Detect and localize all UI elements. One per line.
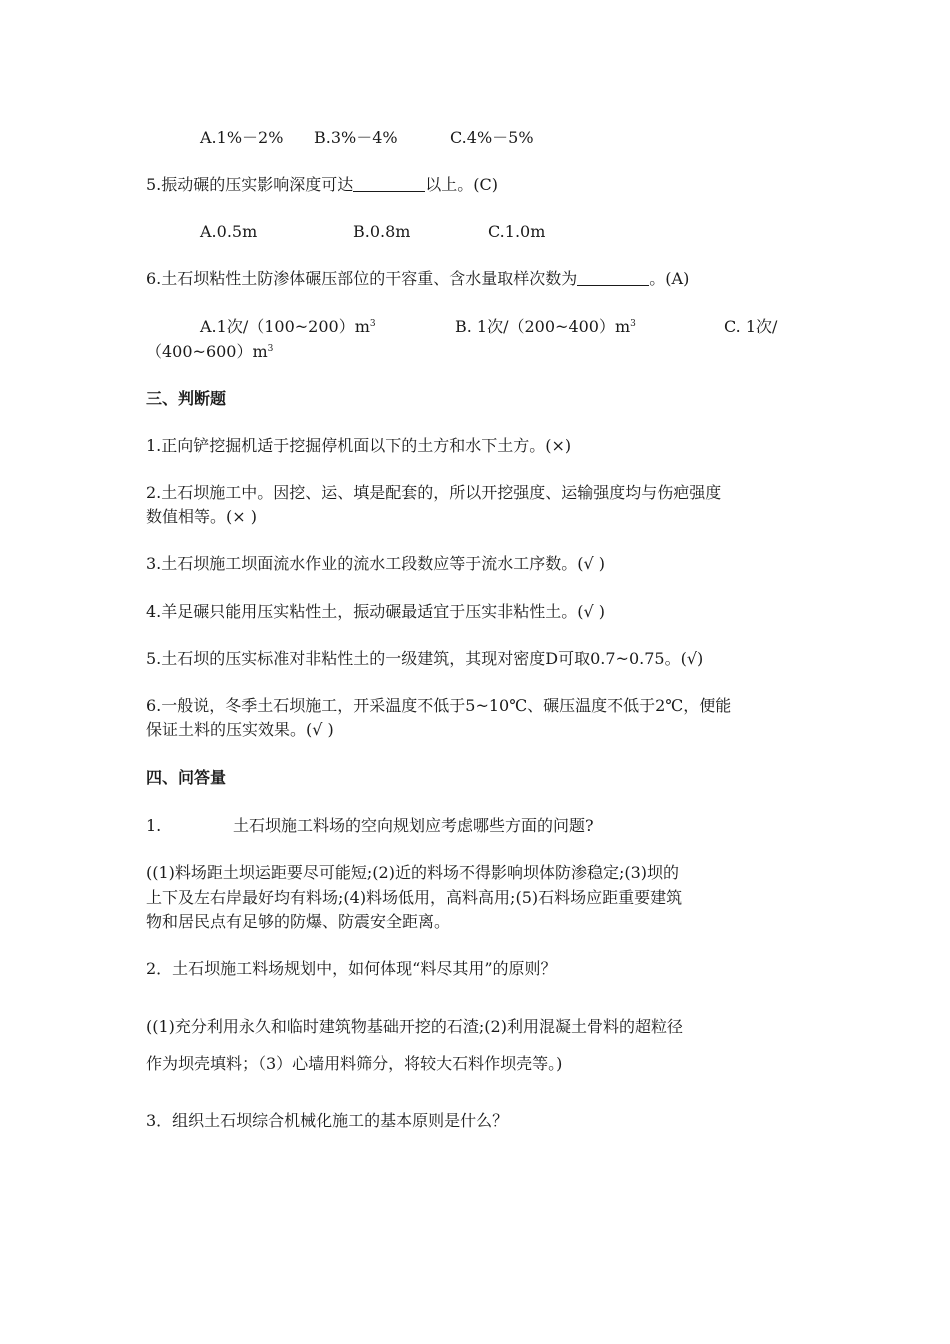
judge-item-3: 3.土石坝施工坝面流水作业的流水工段数应等于流水工序数。(√ ) xyxy=(146,554,606,573)
q4-option-b: B.3%－4% xyxy=(314,128,398,147)
qa1-question: 土石坝施工料场的空向规划应考虑哪些方面的问题? xyxy=(233,816,594,835)
judge-item-2-cont: 数值相等。(× ) xyxy=(146,507,257,526)
qa1-answer-line-2: 上下及左右岸最好均有料场;(4)料场低用，高料高用;(5)石料场应距重要建筑 xyxy=(146,888,683,907)
q6-blank xyxy=(577,269,649,286)
judge-item-1: 1.正向铲挖掘机适于挖掘停机面以下的土方和水下土方。(×) xyxy=(146,436,572,455)
q5-stem xyxy=(146,173,498,197)
q6-stem-after: 。(A) xyxy=(649,269,690,288)
q4-option-a: A.1%－2% xyxy=(200,128,284,147)
qa1-answer-line-3: 物和居民点有足够的防爆、防震安全距离。 xyxy=(146,912,451,931)
qa2-question: 2．土石坝施工料场规划中，如何体现“料尽其用”的原则？ xyxy=(146,959,557,978)
q6-stem xyxy=(146,267,689,291)
q6-stem-text: 6.土石坝粘性土防渗体碾压部位的干容重、含水量取样次数为 xyxy=(146,269,578,288)
qa2-answer-line-2: 作为坝壳填料；（3）心墙用料筛分，将较大石料作坝壳等。) xyxy=(146,1054,563,1073)
q5-option-c: C.1.0m xyxy=(488,222,546,241)
q4-option-c: C.4%－5% xyxy=(450,128,534,147)
judge-item-5: 5.土石坝的压实标准对非粘性土的一级建筑，其现对密度D可取0.7~0.75。(√) xyxy=(146,649,704,668)
q6-option-b: B. 1次$/(200\sim 400)m^3$ xyxy=(455,317,636,336)
qa1-answer-line-1: ((1)料场距土坝运距要尽可能短;(2)近的料场不得影响坝体防渗稳定;(3)坝的 xyxy=(146,863,680,882)
q6-option-a: A.1次$/(100\sim 200)m^3$ xyxy=(200,317,376,336)
qa2-answer-line-1: ((1)充分利用永久和临时建筑物基础开挖的石渣;(2)利用混凝土骨料的超粒径 xyxy=(146,1017,683,1036)
section3-heading: 三、判断题 xyxy=(146,389,227,408)
qa1-number: 1. xyxy=(146,816,162,835)
judge-item-6-cont: 保证土料的压实效果。(√ ) xyxy=(146,720,334,739)
q5-blank xyxy=(353,175,425,192)
q5-option-a: A.0.5m xyxy=(200,222,258,241)
q6-option-c-cont: $(400\sim 600)m^3$ xyxy=(146,342,274,361)
q5-option-b: B.0.8m xyxy=(353,222,411,241)
q5-stem-after: 以上。(C) xyxy=(425,175,499,194)
q6-option-c: C. 1次/ xyxy=(724,317,778,336)
qa3-question: 3．组织土石坝综合机械化施工的基本原则是什么？ xyxy=(146,1111,509,1130)
q5-stem-text: 5.振动碾的压实影响深度可达 xyxy=(146,175,354,194)
judge-item-2: 2.土石坝施工中。因挖、运、填是配套的，所以开挖强度、运输强度均与伤疤强度 xyxy=(146,483,722,502)
section4-heading: 四、问答量 xyxy=(146,768,227,787)
judge-item-6: 6.一般说，冬季土石坝施工，开采温度不低于5~10℃、碾压温度不低于2℃，便能 xyxy=(146,696,732,715)
judge-item-4: 4.羊足碾只能用压实粘性土，振动碾最适宜于压实非粘性土。(√ ) xyxy=(146,602,606,621)
